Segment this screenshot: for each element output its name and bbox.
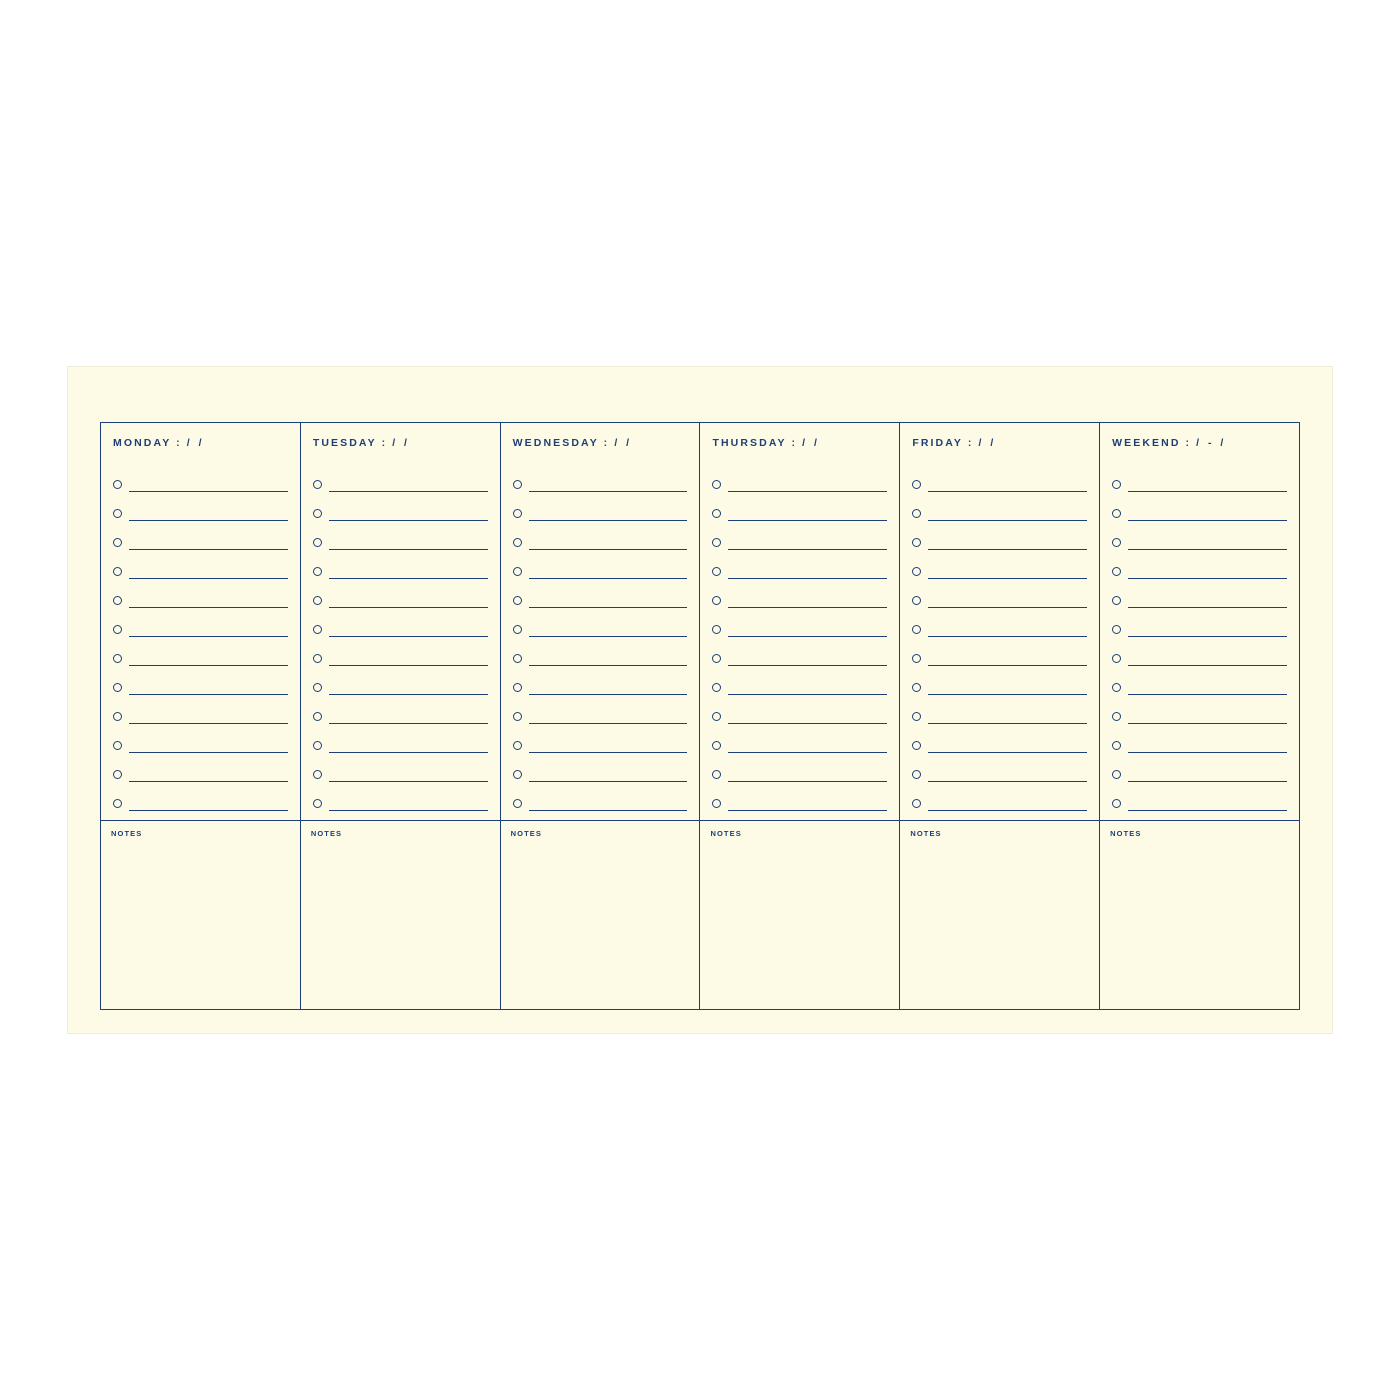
- checkbox-circle-icon[interactable]: [712, 712, 721, 721]
- write-line[interactable]: [1128, 709, 1287, 724]
- write-line[interactable]: [329, 622, 488, 637]
- write-line[interactable]: [529, 477, 688, 492]
- task-row[interactable]: [712, 724, 887, 753]
- write-line[interactable]: [129, 506, 288, 521]
- write-line[interactable]: [529, 680, 688, 695]
- task-row[interactable]: [513, 521, 688, 550]
- task-row[interactable]: [313, 724, 488, 753]
- notes-label: NOTES: [910, 829, 942, 838]
- checkbox-circle-icon[interactable]: [912, 567, 921, 576]
- checkbox-circle-icon[interactable]: [313, 480, 322, 489]
- checkbox-circle-icon[interactable]: [1112, 683, 1121, 692]
- task-row[interactable]: [1112, 695, 1287, 724]
- task-row[interactable]: [513, 753, 688, 782]
- notes-cell-monday[interactable]: [101, 821, 301, 1009]
- write-line[interactable]: [529, 535, 688, 550]
- checkbox-circle-icon[interactable]: [513, 480, 522, 489]
- task-row[interactable]: [313, 550, 488, 579]
- date-slot: / /: [802, 437, 820, 449]
- write-line[interactable]: [928, 680, 1087, 695]
- task-row[interactable]: [513, 637, 688, 666]
- task-row[interactable]: [912, 550, 1087, 579]
- checkbox-circle-icon[interactable]: [712, 625, 721, 634]
- task-row[interactable]: [1112, 521, 1287, 550]
- write-line[interactable]: [329, 477, 488, 492]
- task-row[interactable]: [912, 695, 1087, 724]
- task-list-weekend: [1112, 463, 1287, 811]
- write-line[interactable]: [728, 767, 887, 782]
- write-line[interactable]: [329, 680, 488, 695]
- checkbox-circle-icon[interactable]: [313, 770, 322, 779]
- day-header-thursday: [712, 437, 887, 449]
- checkbox-circle-icon[interactable]: [313, 509, 322, 518]
- checkbox-circle-icon[interactable]: [113, 567, 122, 576]
- write-line[interactable]: [928, 535, 1087, 550]
- day-column-tuesday: [301, 423, 501, 820]
- task-row[interactable]: [313, 666, 488, 695]
- task-row[interactable]: [1112, 782, 1287, 811]
- notes-cell-friday[interactable]: [900, 821, 1100, 1009]
- task-row[interactable]: [712, 753, 887, 782]
- checkbox-circle-icon[interactable]: [912, 799, 921, 808]
- task-row[interactable]: [712, 579, 887, 608]
- checkbox-circle-icon[interactable]: [712, 596, 721, 605]
- date-slot: / - /: [1196, 437, 1227, 449]
- notes-cell-wednesday[interactable]: [501, 821, 701, 1009]
- task-row[interactable]: [1112, 637, 1287, 666]
- checkbox-circle-icon[interactable]: [513, 712, 522, 721]
- task-row[interactable]: [712, 492, 887, 521]
- write-line[interactable]: [529, 622, 688, 637]
- write-line[interactable]: [1128, 738, 1287, 753]
- write-line[interactable]: [529, 709, 688, 724]
- checkbox-circle-icon[interactable]: [113, 654, 122, 663]
- checkbox-circle-icon[interactable]: [912, 625, 921, 634]
- date-slot: / /: [978, 437, 997, 449]
- task-row[interactable]: [113, 550, 288, 579]
- write-line[interactable]: [329, 796, 488, 811]
- day-header-monday: [113, 437, 288, 449]
- write-line[interactable]: [1128, 767, 1287, 782]
- write-line[interactable]: [1128, 593, 1287, 608]
- write-line[interactable]: [529, 651, 688, 666]
- day-label: WEDNESDAY :: [512, 437, 610, 449]
- checkbox-circle-icon[interactable]: [712, 683, 721, 692]
- write-line[interactable]: [728, 651, 887, 666]
- task-row[interactable]: [912, 782, 1087, 811]
- checkbox-circle-icon[interactable]: [1112, 480, 1121, 489]
- write-line[interactable]: [529, 767, 688, 782]
- task-row[interactable]: [912, 521, 1087, 550]
- checkbox-circle-icon[interactable]: [113, 683, 122, 692]
- notes-row: [101, 821, 1299, 1009]
- write-line[interactable]: [928, 651, 1087, 666]
- write-line[interactable]: [728, 796, 887, 811]
- checkbox-circle-icon[interactable]: [313, 567, 322, 576]
- checkbox-circle-icon[interactable]: [912, 712, 921, 721]
- checkbox-circle-icon[interactable]: [1112, 654, 1121, 663]
- write-line[interactable]: [728, 506, 887, 521]
- write-line[interactable]: [129, 738, 288, 753]
- write-line[interactable]: [928, 709, 1087, 724]
- checkbox-circle-icon[interactable]: [712, 567, 721, 576]
- checkbox-circle-icon[interactable]: [313, 625, 322, 634]
- write-line[interactable]: [1128, 622, 1287, 637]
- task-row[interactable]: [712, 463, 887, 492]
- write-line[interactable]: [529, 796, 688, 811]
- write-line[interactable]: [728, 535, 887, 550]
- checkbox-circle-icon[interactable]: [912, 683, 921, 692]
- write-line[interactable]: [129, 477, 288, 492]
- task-row[interactable]: [513, 463, 688, 492]
- notes-label: NOTES: [111, 829, 143, 838]
- write-line[interactable]: [928, 796, 1087, 811]
- task-row[interactable]: [712, 782, 887, 811]
- write-line[interactable]: [728, 680, 887, 695]
- checkbox-circle-icon[interactable]: [1112, 596, 1121, 605]
- task-row[interactable]: [712, 695, 887, 724]
- write-line[interactable]: [1128, 564, 1287, 579]
- checkbox-circle-icon[interactable]: [912, 741, 921, 750]
- checkbox-circle-icon[interactable]: [513, 625, 522, 634]
- task-row[interactable]: [313, 782, 488, 811]
- write-line[interactable]: [129, 709, 288, 724]
- task-row[interactable]: [513, 579, 688, 608]
- write-line[interactable]: [928, 738, 1087, 753]
- checkbox-circle-icon[interactable]: [513, 654, 522, 663]
- task-row[interactable]: [1112, 579, 1287, 608]
- task-row[interactable]: [912, 579, 1087, 608]
- task-row[interactable]: [712, 666, 887, 695]
- write-line[interactable]: [1128, 651, 1287, 666]
- write-line[interactable]: [329, 506, 488, 521]
- checkbox-circle-icon[interactable]: [912, 596, 921, 605]
- write-line[interactable]: [129, 767, 288, 782]
- checkbox-circle-icon[interactable]: [313, 712, 322, 721]
- task-row[interactable]: [912, 753, 1087, 782]
- checkbox-circle-icon[interactable]: [513, 567, 522, 576]
- task-row[interactable]: [113, 637, 288, 666]
- checkbox-circle-icon[interactable]: [912, 509, 921, 518]
- checkbox-circle-icon[interactable]: [712, 538, 721, 547]
- task-row[interactable]: [1112, 550, 1287, 579]
- write-line[interactable]: [1128, 796, 1287, 811]
- write-line[interactable]: [529, 564, 688, 579]
- write-line[interactable]: [728, 738, 887, 753]
- checkbox-circle-icon[interactable]: [313, 596, 322, 605]
- task-row[interactable]: [712, 637, 887, 666]
- task-row[interactable]: [313, 695, 488, 724]
- checkbox-circle-icon[interactable]: [912, 654, 921, 663]
- task-row[interactable]: [113, 753, 288, 782]
- day-header-weekend: [1112, 437, 1287, 449]
- date-slot: / /: [392, 437, 410, 449]
- checkbox-circle-icon[interactable]: [1112, 538, 1121, 547]
- write-line[interactable]: [728, 593, 887, 608]
- date-slot: / /: [186, 437, 205, 449]
- task-row[interactable]: [313, 463, 488, 492]
- task-row[interactable]: [912, 666, 1087, 695]
- write-line[interactable]: [928, 564, 1087, 579]
- write-line[interactable]: [728, 709, 887, 724]
- checkbox-circle-icon[interactable]: [712, 799, 721, 808]
- day-column-friday: [900, 423, 1100, 820]
- checkbox-circle-icon[interactable]: [712, 509, 721, 518]
- checkbox-circle-icon[interactable]: [113, 625, 122, 634]
- checkbox-circle-icon[interactable]: [912, 770, 921, 779]
- task-row[interactable]: [513, 666, 688, 695]
- checkbox-circle-icon[interactable]: [113, 480, 122, 489]
- task-row[interactable]: [513, 492, 688, 521]
- checkbox-circle-icon[interactable]: [313, 654, 322, 663]
- day-header-friday: [912, 437, 1087, 449]
- task-row[interactable]: [313, 492, 488, 521]
- checkbox-circle-icon[interactable]: [1112, 770, 1121, 779]
- task-row[interactable]: [113, 695, 288, 724]
- day-label: MONDAY :: [113, 437, 182, 449]
- day-columns-row: [101, 423, 1299, 821]
- checkbox-circle-icon[interactable]: [513, 509, 522, 518]
- checkbox-circle-icon[interactable]: [513, 741, 522, 750]
- write-line[interactable]: [329, 535, 488, 550]
- write-line[interactable]: [728, 477, 887, 492]
- write-line[interactable]: [329, 767, 488, 782]
- task-list-wednesday: [513, 463, 688, 811]
- checkbox-circle-icon[interactable]: [712, 480, 721, 489]
- checkbox-circle-icon[interactable]: [313, 683, 322, 692]
- task-row[interactable]: [912, 724, 1087, 753]
- checkbox-circle-icon[interactable]: [513, 596, 522, 605]
- task-row[interactable]: [113, 666, 288, 695]
- task-row[interactable]: [113, 724, 288, 753]
- task-row[interactable]: [513, 782, 688, 811]
- task-row[interactable]: [513, 550, 688, 579]
- task-row[interactable]: [313, 579, 488, 608]
- write-line[interactable]: [728, 564, 887, 579]
- day-header-tuesday: [313, 437, 488, 449]
- checkbox-circle-icon[interactable]: [912, 480, 921, 489]
- date-slot: / /: [614, 437, 633, 449]
- notes-label: NOTES: [310, 829, 343, 838]
- task-list-tuesday: [313, 463, 488, 811]
- write-line[interactable]: [529, 506, 688, 521]
- checkbox-circle-icon[interactable]: [712, 770, 721, 779]
- task-row[interactable]: [912, 492, 1087, 521]
- checkbox-circle-icon[interactable]: [1112, 712, 1121, 721]
- task-list-thursday: [712, 463, 887, 811]
- checkbox-circle-icon[interactable]: [113, 509, 122, 518]
- task-row[interactable]: [712, 550, 887, 579]
- write-line[interactable]: [329, 709, 488, 724]
- task-row[interactable]: [113, 608, 288, 637]
- task-row[interactable]: [912, 608, 1087, 637]
- task-row[interactable]: [912, 463, 1087, 492]
- task-list-monday: [113, 463, 288, 811]
- checkbox-circle-icon[interactable]: [113, 799, 122, 808]
- planner-sheet: [68, 367, 1332, 1033]
- checkbox-circle-icon[interactable]: [513, 683, 522, 692]
- task-row[interactable]: [313, 608, 488, 637]
- checkbox-circle-icon[interactable]: [912, 538, 921, 547]
- write-line[interactable]: [728, 622, 887, 637]
- task-row[interactable]: [113, 492, 288, 521]
- checkbox-circle-icon[interactable]: [513, 538, 522, 547]
- write-line[interactable]: [129, 564, 288, 579]
- task-row[interactable]: [712, 521, 887, 550]
- checkbox-circle-icon[interactable]: [513, 770, 522, 779]
- task-row[interactable]: [1112, 463, 1287, 492]
- task-row[interactable]: [712, 608, 887, 637]
- task-row[interactable]: [1112, 608, 1287, 637]
- day-label: TUESDAY :: [312, 437, 388, 449]
- task-row[interactable]: [113, 782, 288, 811]
- checkbox-circle-icon[interactable]: [712, 654, 721, 663]
- write-line[interactable]: [928, 477, 1087, 492]
- write-line[interactable]: [1128, 477, 1287, 492]
- task-row[interactable]: [513, 724, 688, 753]
- checkbox-circle-icon[interactable]: [313, 741, 322, 750]
- task-row[interactable]: [1112, 492, 1287, 521]
- notes-label: NOTES: [510, 829, 542, 838]
- task-row[interactable]: [113, 579, 288, 608]
- checkbox-circle-icon[interactable]: [113, 596, 122, 605]
- write-line[interactable]: [529, 593, 688, 608]
- task-row[interactable]: [1112, 666, 1287, 695]
- task-row[interactable]: [313, 753, 488, 782]
- task-row[interactable]: [113, 463, 288, 492]
- checkbox-circle-icon[interactable]: [1112, 625, 1121, 634]
- notes-label: NOTES: [1110, 829, 1142, 838]
- task-row[interactable]: [1112, 724, 1287, 753]
- write-line[interactable]: [129, 680, 288, 695]
- write-line[interactable]: [928, 767, 1087, 782]
- write-line[interactable]: [1128, 535, 1287, 550]
- checkbox-circle-icon[interactable]: [513, 799, 522, 808]
- task-row[interactable]: [912, 637, 1087, 666]
- notes-cell-tuesday[interactable]: [301, 821, 501, 1009]
- task-row[interactable]: [513, 608, 688, 637]
- checkbox-circle-icon[interactable]: [712, 741, 721, 750]
- write-line[interactable]: [928, 593, 1087, 608]
- day-label: THURSDAY :: [712, 437, 798, 449]
- write-line[interactable]: [129, 593, 288, 608]
- day-label: WEEKEND :: [1112, 437, 1192, 449]
- write-line[interactable]: [329, 564, 488, 579]
- planner-grid: [100, 422, 1300, 1010]
- task-row[interactable]: [313, 637, 488, 666]
- write-line[interactable]: [928, 622, 1087, 637]
- notes-cell-weekend[interactable]: [1100, 821, 1299, 1009]
- write-line[interactable]: [329, 593, 488, 608]
- task-row[interactable]: [313, 521, 488, 550]
- checkbox-circle-icon[interactable]: [1112, 741, 1121, 750]
- checkbox-circle-icon[interactable]: [313, 538, 322, 547]
- checkbox-circle-icon[interactable]: [113, 741, 122, 750]
- checkbox-circle-icon[interactable]: [1112, 567, 1121, 576]
- day-column-thursday: [700, 423, 900, 820]
- day-header-wednesday: [513, 437, 688, 449]
- write-line[interactable]: [329, 738, 488, 753]
- write-line[interactable]: [129, 535, 288, 550]
- write-line[interactable]: [529, 738, 688, 753]
- day-column-wednesday: [501, 423, 701, 820]
- write-line[interactable]: [928, 506, 1087, 521]
- write-line[interactable]: [129, 651, 288, 666]
- write-line[interactable]: [129, 622, 288, 637]
- task-row[interactable]: [113, 521, 288, 550]
- write-line[interactable]: [1128, 506, 1287, 521]
- write-line[interactable]: [1128, 680, 1287, 695]
- task-list-friday: [912, 463, 1087, 811]
- day-label: FRIDAY :: [912, 437, 974, 449]
- checkbox-circle-icon[interactable]: [113, 712, 122, 721]
- notes-label: NOTES: [710, 829, 742, 838]
- write-line[interactable]: [129, 796, 288, 811]
- notes-cell-thursday[interactable]: [700, 821, 900, 1009]
- task-row[interactable]: [1112, 753, 1287, 782]
- checkbox-circle-icon[interactable]: [313, 799, 322, 808]
- day-column-monday: [101, 423, 301, 820]
- checkbox-circle-icon[interactable]: [1112, 509, 1121, 518]
- checkbox-circle-icon[interactable]: [113, 770, 122, 779]
- day-column-weekend: [1100, 423, 1299, 820]
- checkbox-circle-icon[interactable]: [1112, 799, 1121, 808]
- checkbox-circle-icon[interactable]: [113, 538, 122, 547]
- write-line[interactable]: [329, 651, 488, 666]
- task-row[interactable]: [513, 695, 688, 724]
